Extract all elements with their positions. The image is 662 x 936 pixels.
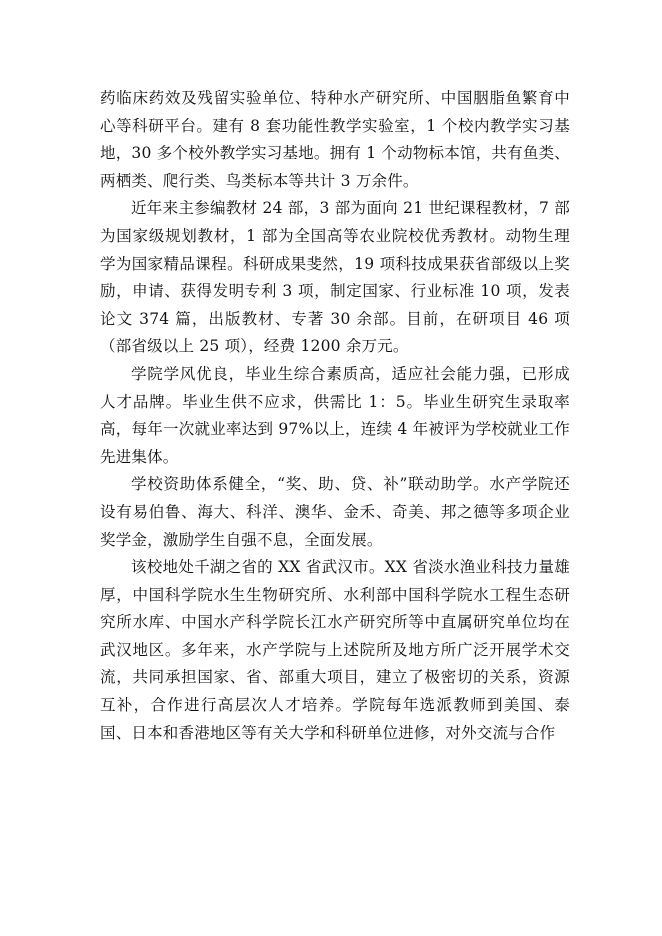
paragraph-5: 该校地处千湖之省的 XX 省武汉市。XX 省淡水渔业科技力量雄厚，中国科学院水生生物研究所、水利部中国科学院水工程生态研究所水库、中国水产科学院长江水产研究所等中直属研究单位均在武汉地区。多年来，水产学院与上述院所及地方所广泛开展学术交流，共同承担国家、省、部重大项目，建立了极密切的关系，资源互补，合作进行高层次人才培养。学院每年选派教师到美国、泰国、日本和香港地区等有关大学和科研单位进修，对外交流与合作: [100, 558, 570, 742]
paragraph-2: 近年来主参编教材 24 部，3 部为面向 21 世纪课程教材，7 部为国家级规划教材，1 部为全国高等农业院校优秀教材。动物生理学为国家精品课程。科研成果斐然，19 项科技成果获省部级以上奖励，申请、获得发明专利 3 项，制定国家、行业标准 10 项，发表论文 374 篇，出版教材、专著 30 余部。目前，在研项目 46 项（部省级以上 25 项），经费 1200 余万元。: [100, 199, 570, 356]
paragraph-3: 学院学风优良，毕业生综合素质高，适应社会能力强，已形成人才品牌。毕业生供不应求，供需比 1：5。毕业生研究生录取率高，每年一次就业率达到 97%以上，连续 4 年被评为学校就业工作先进集体。: [100, 364, 570, 466]
paragraph-4: 学校资助体系健全，“奖、助、贷、补”联动助学。水产学院还设有易伯鲁、海大、科洋、澳华、金禾、奇美、邦之德等多项企业奖学金，激励学生自强不息，全面发展。: [100, 475, 570, 549]
paragraph-1: 药临床药效及残留实验单位、特种水产研究所、中国胭脂鱼繁育中心等科研平台。建有 8 套功能性教学实验室，1 个校内教学实习基地，30 多个校外教学实习基地。拥有 1 个动物标本馆，共有鱼类、两栖类、爬行类、鸟类标本等共计 3 万余件。: [100, 89, 570, 190]
body-text: [100, 85, 570, 747]
